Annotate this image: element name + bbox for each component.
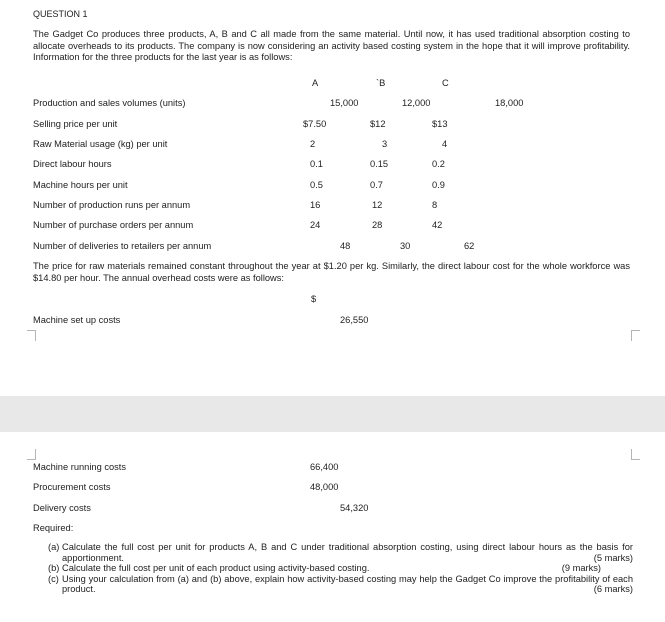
requirement-label: (b) <box>48 563 60 574</box>
row-value-a: 2 <box>310 139 316 149</box>
overhead-label: Machine running costs <box>33 462 127 472</box>
row-label: Raw Material usage (kg) per unit <box>33 139 168 149</box>
requirement-marks: (6 marks) <box>593 584 633 595</box>
requirement-text: Calculate the full cost per unit of each product using activity-based costing. <box>62 563 370 574</box>
requirement-text: Using your calculation from (a) and (b) above, explain how activity-based costing may help the Gadget Co improve the profitability of each product. <box>62 573 633 595</box>
overhead-value: 26,550 <box>340 315 369 325</box>
requirement-label: (a) <box>48 542 60 552</box>
overhead-currency-label: $ <box>311 294 317 304</box>
requirement-item <box>48 542 633 563</box>
row-value-a: 16 <box>310 200 321 210</box>
page-corner-mark <box>27 449 36 460</box>
overhead-value: 54,320 <box>340 503 369 513</box>
row-label: Direct labour hours <box>33 159 112 169</box>
row-value-c: 8 <box>432 200 438 210</box>
row-label: Selling price per unit <box>33 119 118 129</box>
row-value-c: $13 <box>432 119 448 129</box>
page-corner-mark <box>631 449 640 460</box>
row-value-c: 62 <box>464 241 475 251</box>
row-label: Machine hours per unit <box>33 180 128 190</box>
row-value-c: 4 <box>442 139 448 149</box>
row-value-c: 0.9 <box>432 180 445 190</box>
column-header-b: `B <box>376 78 386 88</box>
row-value-b: $12 <box>370 119 386 129</box>
column-header-a: A <box>312 78 319 88</box>
row-value-a: $7.50 <box>303 119 327 129</box>
overhead-label: Delivery costs <box>33 503 91 513</box>
row-value-b: 0.7 <box>370 180 383 190</box>
row-value-b: 3 <box>382 139 388 149</box>
row-value-a: 24 <box>310 220 321 230</box>
row-label: Number of purchase orders per annum <box>33 220 194 230</box>
overhead-label: Machine set up costs <box>33 315 121 325</box>
requirement-item <box>48 563 633 574</box>
overhead-label: Procurement costs <box>33 482 111 492</box>
row-value-b: 12 <box>372 200 383 210</box>
requirement-item <box>48 574 633 595</box>
requirement-label: (c) <box>48 573 59 584</box>
row-value-a: 0.5 <box>310 180 323 190</box>
row-value-b: 28 <box>372 220 383 230</box>
overhead-value: 66,400 <box>310 462 339 472</box>
requirements-list <box>48 542 633 595</box>
page-corner-mark <box>27 330 36 341</box>
page-gap <box>0 396 665 432</box>
intro-paragraph: The Gadget Co produces three products, A, B and C all made from the same material. Until now, it has used traditional absorption costing to allocate overheads to its products. The company is now considering an activity based costing system in the hope that it will improve profitability. Information for the three products for the last year is as follows: <box>33 29 630 63</box>
row-label: Number of production runs per annum <box>33 200 191 210</box>
row-value-c: 0.2 <box>432 159 445 169</box>
overhead-value: 48,000 <box>310 482 339 492</box>
price-note-paragraph: The price for raw materials remained constant throughout the year at $1.20 per kg. Similarly, the direct labour cost for the whole workforce was $14.80 per hour. The annual overhead costs were as follows: <box>33 261 630 283</box>
row-value-c: 18,000 <box>495 98 524 108</box>
row-value-a: 48 <box>340 241 351 251</box>
row-value-b: 0.15 <box>370 159 389 169</box>
question-heading: QUESTION 1 <box>33 9 88 19</box>
requirement-marks: (5 marks) <box>593 552 633 563</box>
page-corner-mark <box>631 330 640 341</box>
row-value-c: 42 <box>432 220 443 230</box>
column-header-c: C <box>442 78 449 88</box>
row-value-b: 12,000 <box>402 98 431 108</box>
row-value-a: 0.1 <box>310 159 323 169</box>
requirement-marks: (9 marks) <box>561 563 601 574</box>
row-label: Number of deliveries to retailers per annum <box>33 241 212 251</box>
row-value-a: 15,000 <box>330 98 359 108</box>
row-value-b: 30 <box>400 241 411 251</box>
required-heading: Required: <box>33 523 74 533</box>
row-label: Production and sales volumes (units) <box>33 98 186 108</box>
requirement-text: Calculate the full cost per unit for products A, B and C under traditional absorption costing, using direct labour hours as the basis for apportionment. <box>62 542 633 563</box>
